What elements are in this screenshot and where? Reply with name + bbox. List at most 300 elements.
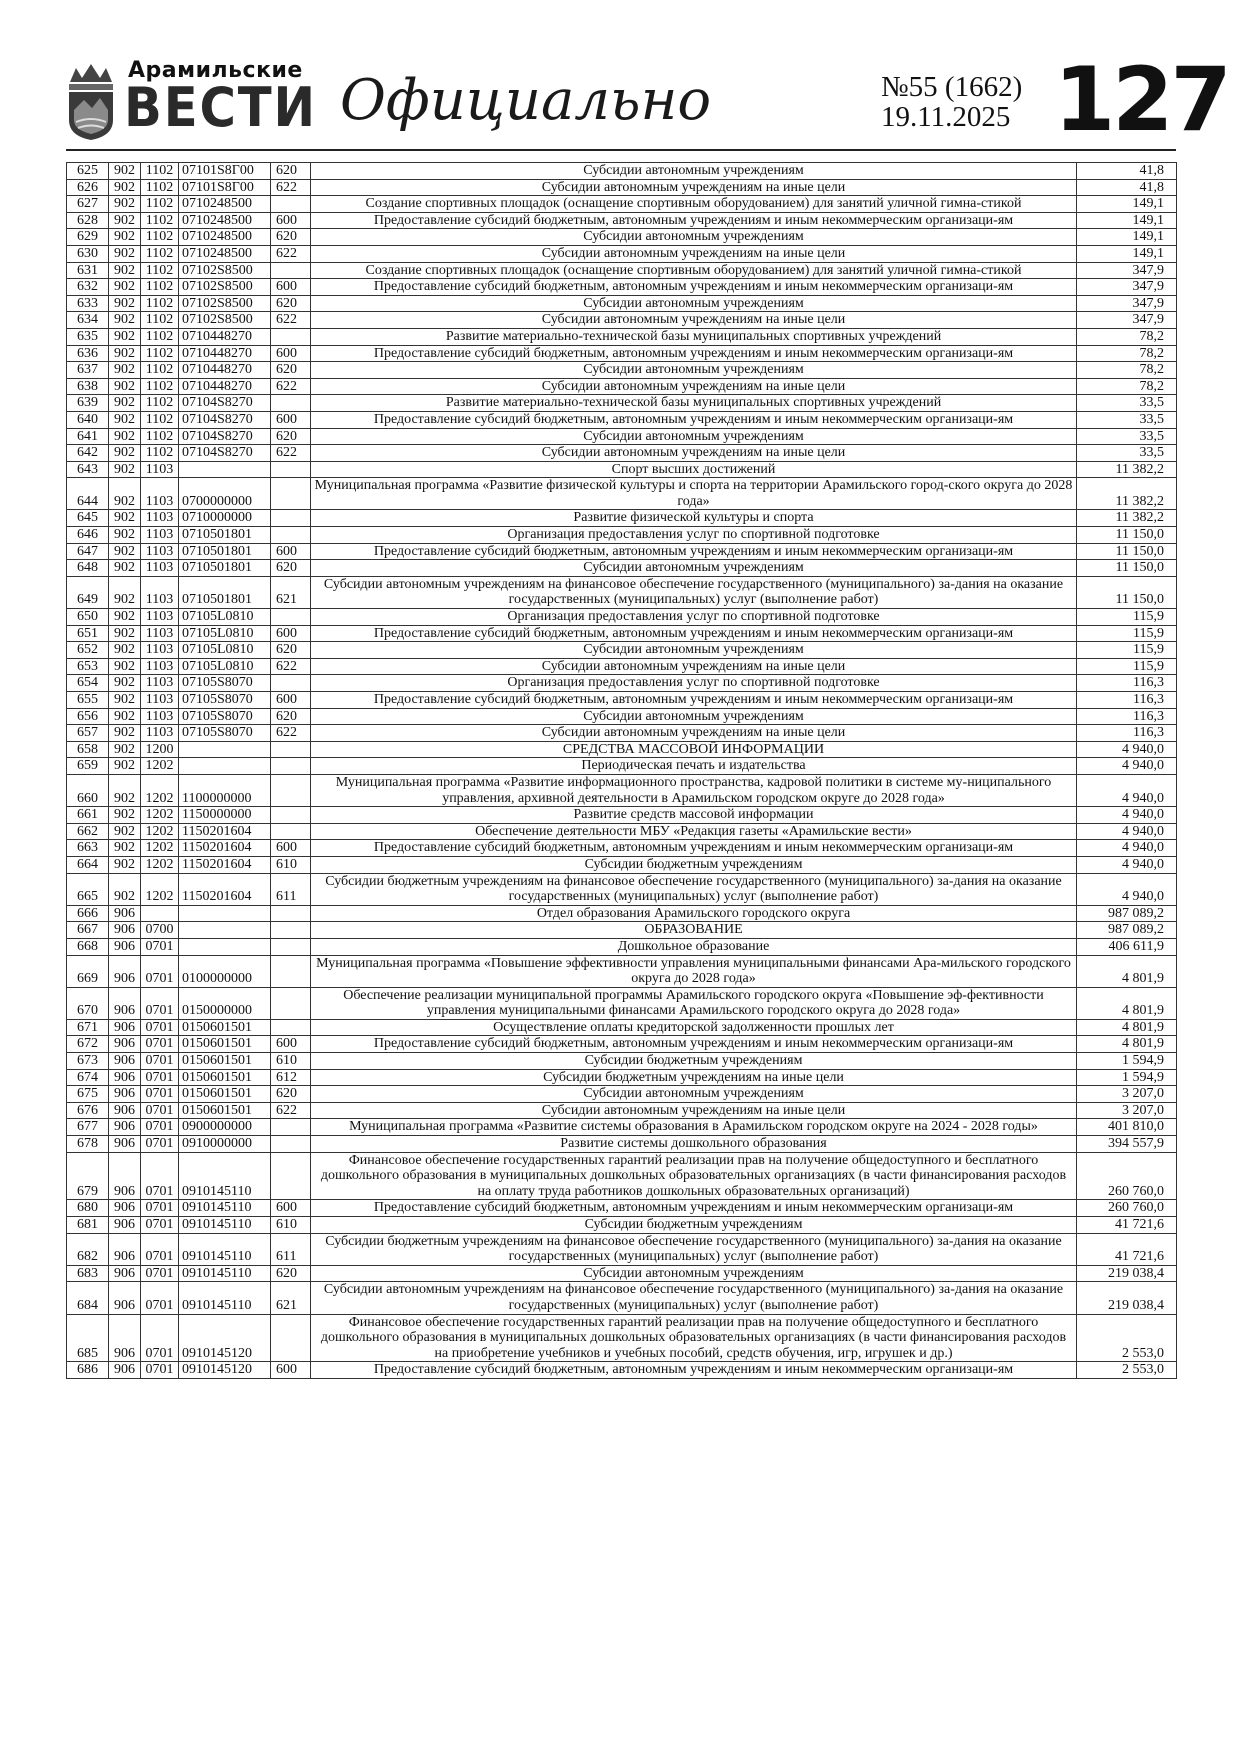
- admin-code: 902: [109, 411, 141, 428]
- table-row: [67, 609, 1177, 626]
- amount: 78,2: [1077, 362, 1177, 379]
- section-code: 0701: [141, 1265, 179, 1282]
- expense-type: 611: [271, 873, 311, 905]
- target-code: 1150201604: [179, 856, 271, 873]
- admin-code: 902: [109, 708, 141, 725]
- admin-code: 906: [109, 905, 141, 922]
- admin-code: 906: [109, 955, 141, 987]
- admin-code: 902: [109, 510, 141, 527]
- amount: 33,5: [1077, 395, 1177, 412]
- table-row: [67, 279, 1177, 296]
- section-code: 1103: [141, 576, 179, 608]
- table-row: [67, 1314, 1177, 1362]
- target-code: 0710501801: [179, 576, 271, 608]
- target-code: [179, 741, 271, 758]
- admin-code: 902: [109, 543, 141, 560]
- expense-type: [271, 1314, 311, 1362]
- item-name: Субсидии автономным учреждениям на иные цели: [311, 1102, 1077, 1119]
- section-code: 1102: [141, 229, 179, 246]
- row-number: 640: [67, 411, 109, 428]
- target-code: 0910145110: [179, 1217, 271, 1234]
- amount: 347,9: [1077, 295, 1177, 312]
- admin-code: 902: [109, 758, 141, 775]
- item-name: Субсидии бюджетным учреждениям: [311, 1217, 1077, 1234]
- row-number: 626: [67, 179, 109, 196]
- table-row: [67, 378, 1177, 395]
- section-code: 0701: [141, 1053, 179, 1070]
- section-code: 0701: [141, 1119, 179, 1136]
- admin-code: 906: [109, 1362, 141, 1379]
- row-number: 652: [67, 642, 109, 659]
- expense-type: [271, 262, 311, 279]
- amount: 4 940,0: [1077, 741, 1177, 758]
- table-row: [67, 741, 1177, 758]
- expense-type: 621: [271, 576, 311, 608]
- table-row: [67, 1119, 1177, 1136]
- admin-code: 902: [109, 642, 141, 659]
- row-number: 639: [67, 395, 109, 412]
- section-code: 1102: [141, 345, 179, 362]
- expense-type: 622: [271, 378, 311, 395]
- target-code: 0710448270: [179, 345, 271, 362]
- amount: 4 801,9: [1077, 1036, 1177, 1053]
- amount: 41,8: [1077, 179, 1177, 196]
- table-row: [67, 692, 1177, 709]
- section-title: Официально: [340, 68, 712, 133]
- row-number: 661: [67, 807, 109, 824]
- admin-code: 906: [109, 1069, 141, 1086]
- target-code: 0910145110: [179, 1200, 271, 1217]
- item-name: Муниципальная программа «Развитие физической культуры и спорта на территории Арамильского город-ского округа до 2028 года»: [311, 478, 1077, 510]
- expense-type: 622: [271, 445, 311, 462]
- row-number: 682: [67, 1233, 109, 1265]
- section-code: 1102: [141, 262, 179, 279]
- budget-table-body: [67, 163, 1177, 1379]
- issue-date: 19.11.2025: [881, 101, 1011, 133]
- row-number: 684: [67, 1282, 109, 1314]
- expense-type: 620: [271, 428, 311, 445]
- amount: 4 940,0: [1077, 840, 1177, 857]
- section-code: 1103: [141, 560, 179, 577]
- target-code: 0150601501: [179, 1069, 271, 1086]
- item-name: Субсидии автономным учреждениям: [311, 163, 1077, 180]
- expense-type: [271, 987, 311, 1019]
- section-code: 1103: [141, 725, 179, 742]
- row-number: 659: [67, 758, 109, 775]
- section-code: 1102: [141, 378, 179, 395]
- table-row: [67, 395, 1177, 412]
- section-code: 0701: [141, 955, 179, 987]
- item-name: СРЕДСТВА МАССОВОЙ ИНФОРМАЦИИ: [311, 741, 1077, 758]
- item-name: Обеспечение деятельности МБУ «Редакция газеты «Арамильские вести»: [311, 823, 1077, 840]
- section-code: 1102: [141, 245, 179, 262]
- table-row: [67, 345, 1177, 362]
- section-code: 1202: [141, 758, 179, 775]
- target-code: 0910145110: [179, 1233, 271, 1265]
- section-code: 1202: [141, 873, 179, 905]
- target-code: 0710248500: [179, 196, 271, 213]
- expense-type: [271, 905, 311, 922]
- expense-type: [271, 1152, 311, 1200]
- section-code: 1102: [141, 362, 179, 379]
- row-number: 655: [67, 692, 109, 709]
- amount: 149,1: [1077, 229, 1177, 246]
- row-number: 663: [67, 840, 109, 857]
- target-code: 0900000000: [179, 1119, 271, 1136]
- section-code: 1202: [141, 774, 179, 806]
- admin-code: 902: [109, 478, 141, 510]
- target-code: 1150201604: [179, 823, 271, 840]
- amount: 347,9: [1077, 279, 1177, 296]
- amount: 116,3: [1077, 725, 1177, 742]
- table-row: [67, 708, 1177, 725]
- item-name: Субсидии бюджетным учреждениям: [311, 1053, 1077, 1070]
- item-name: Предоставление субсидий бюджетным, автономным учреждениям и иным некоммерческим организаци-ям: [311, 279, 1077, 296]
- item-name: Субсидии автономным учреждениям на иные цели: [311, 725, 1077, 742]
- item-name: Субсидии бюджетным учреждениям на иные цели: [311, 1069, 1077, 1086]
- expense-type: [271, 955, 311, 987]
- expense-type: 622: [271, 725, 311, 742]
- amount: 3 207,0: [1077, 1086, 1177, 1103]
- row-number: 638: [67, 378, 109, 395]
- target-code: 07105S8070: [179, 725, 271, 742]
- table-row: [67, 856, 1177, 873]
- expense-type: 600: [271, 279, 311, 296]
- section-code: 1103: [141, 478, 179, 510]
- expense-type: 600: [271, 411, 311, 428]
- amount: 2 553,0: [1077, 1314, 1177, 1362]
- item-name: Предоставление субсидий бюджетным, автономным учреждениям и иным некоммерческим организаци-ям: [311, 345, 1077, 362]
- admin-code: 906: [109, 922, 141, 939]
- expense-type: 600: [271, 840, 311, 857]
- expense-type: [271, 774, 311, 806]
- row-number: 664: [67, 856, 109, 873]
- table-row: [67, 625, 1177, 642]
- item-name: Предоставление субсидий бюджетным, автономным учреждениям и иным некоммерческим организаци-ям: [311, 692, 1077, 709]
- expense-type: 620: [271, 163, 311, 180]
- row-number: 671: [67, 1019, 109, 1036]
- section-code: 1102: [141, 295, 179, 312]
- target-code: 0710248500: [179, 229, 271, 246]
- amount: 116,3: [1077, 708, 1177, 725]
- table-row: [67, 428, 1177, 445]
- target-code: 0710000000: [179, 510, 271, 527]
- admin-code: 902: [109, 445, 141, 462]
- expense-type: 620: [271, 708, 311, 725]
- target-code: 07101S8Г00: [179, 163, 271, 180]
- target-code: 07104S8270: [179, 395, 271, 412]
- table-row: [67, 823, 1177, 840]
- target-code: 0910145110: [179, 1265, 271, 1282]
- section-code: 1103: [141, 543, 179, 560]
- row-number: 635: [67, 328, 109, 345]
- amount: 11 150,0: [1077, 576, 1177, 608]
- expense-type: [271, 395, 311, 412]
- row-number: 685: [67, 1314, 109, 1362]
- amount: 401 810,0: [1077, 1119, 1177, 1136]
- section-code: 1102: [141, 196, 179, 213]
- section-code: 1103: [141, 609, 179, 626]
- table-row: [67, 328, 1177, 345]
- target-code: [179, 922, 271, 939]
- target-code: 0150000000: [179, 987, 271, 1019]
- masthead-title: ВЕСТИ: [124, 76, 317, 139]
- item-name: Предоставление субсидий бюджетным, автономным учреждениям и иным некоммерческим организаци-ям: [311, 1036, 1077, 1053]
- expense-type: 610: [271, 1217, 311, 1234]
- amount: 33,5: [1077, 411, 1177, 428]
- row-number: 680: [67, 1200, 109, 1217]
- item-name: Организация предоставления услуг по спортивной подготовке: [311, 609, 1077, 626]
- row-number: 644: [67, 478, 109, 510]
- amount: 394 557,9: [1077, 1136, 1177, 1153]
- target-code: 0910145110: [179, 1152, 271, 1200]
- expense-type: 600: [271, 625, 311, 642]
- table-row: [67, 675, 1177, 692]
- amount: 11 150,0: [1077, 543, 1177, 560]
- expense-type: [271, 328, 311, 345]
- section-code: 0701: [141, 1314, 179, 1362]
- item-name: Предоставление субсидий бюджетным, автономным учреждениям и иным некоммерческим организаци-ям: [311, 625, 1077, 642]
- admin-code: 906: [109, 1233, 141, 1265]
- item-name: Муниципальная программа «Развитие системы образования в Арамильском городском округе на 2024 - 2028 годы»: [311, 1119, 1077, 1136]
- admin-code: 906: [109, 1152, 141, 1200]
- item-name: Субсидии бюджетным учреждениям: [311, 856, 1077, 873]
- row-number: 646: [67, 527, 109, 544]
- target-code: 1150201604: [179, 873, 271, 905]
- item-name: Финансовое обеспечение государственных гарантий реализации прав на получение общедоступного и бесплатного дошкольного образования в муниципальных дошкольных образовательных организациях (в части финансирования расходов на приобретение учебников и учебных пособий, средств обучения, игр, игрушек и др.): [311, 1314, 1077, 1362]
- target-code: [179, 461, 271, 478]
- section-code: 0701: [141, 1086, 179, 1103]
- section-code: 0701: [141, 1362, 179, 1379]
- expense-type: [271, 823, 311, 840]
- admin-code: 902: [109, 658, 141, 675]
- item-name: Субсидии автономным учреждениям: [311, 295, 1077, 312]
- target-code: 07105L0810: [179, 625, 271, 642]
- target-code: 1100000000: [179, 774, 271, 806]
- target-code: 1150201604: [179, 840, 271, 857]
- amount: 4 940,0: [1077, 807, 1177, 824]
- amount: 406 611,9: [1077, 938, 1177, 955]
- expense-type: 620: [271, 1265, 311, 1282]
- item-name: Субсидии автономным учреждениям: [311, 708, 1077, 725]
- expense-type: [271, 527, 311, 544]
- admin-code: 902: [109, 856, 141, 873]
- target-code: 0710501801: [179, 527, 271, 544]
- table-row: [67, 1233, 1177, 1265]
- item-name: Обеспечение реализации муниципальной программы Арамильского городского округа «Повышение эф-фективности управления муниципальными финансами Арамильского городского округа до 2028 года»: [311, 987, 1077, 1019]
- section-code: 1102: [141, 179, 179, 196]
- amount: 149,1: [1077, 245, 1177, 262]
- amount: 33,5: [1077, 428, 1177, 445]
- row-number: 658: [67, 741, 109, 758]
- row-number: 633: [67, 295, 109, 312]
- target-code: 07105S8070: [179, 708, 271, 725]
- target-code: 0150601501: [179, 1053, 271, 1070]
- target-code: [179, 905, 271, 922]
- table-row: [67, 1217, 1177, 1234]
- target-code: 07105S8070: [179, 692, 271, 709]
- amount: 115,9: [1077, 642, 1177, 659]
- item-name: Субсидии автономным учреждениям на иные цели: [311, 378, 1077, 395]
- item-name: Субсидии автономным учреждениям на иные цели: [311, 179, 1077, 196]
- amount: 11 150,0: [1077, 527, 1177, 544]
- target-code: 07105L0810: [179, 609, 271, 626]
- table-row: [67, 245, 1177, 262]
- row-number: 630: [67, 245, 109, 262]
- budget-table: [66, 162, 1177, 1379]
- table-row: [67, 445, 1177, 462]
- admin-code: 906: [109, 1053, 141, 1070]
- expense-type: [271, 478, 311, 510]
- table-row: [67, 179, 1177, 196]
- item-name: ОБРАЗОВАНИЕ: [311, 922, 1077, 939]
- table-row: [67, 543, 1177, 560]
- admin-code: 902: [109, 527, 141, 544]
- amount: 115,9: [1077, 625, 1177, 642]
- row-number: 634: [67, 312, 109, 329]
- amount: 4 801,9: [1077, 1019, 1177, 1036]
- table-row: [67, 922, 1177, 939]
- item-name: Развитие средств массовой информации: [311, 807, 1077, 824]
- expense-type: 600: [271, 345, 311, 362]
- table-row: [67, 1069, 1177, 1086]
- admin-code: 902: [109, 312, 141, 329]
- section-code: 0701: [141, 1019, 179, 1036]
- expense-type: 600: [271, 543, 311, 560]
- issue-number: №55 (1662): [881, 71, 1023, 103]
- row-number: 669: [67, 955, 109, 987]
- expense-type: [271, 461, 311, 478]
- admin-code: 902: [109, 229, 141, 246]
- table-row: [67, 758, 1177, 775]
- section-code: 1102: [141, 411, 179, 428]
- admin-code: 906: [109, 987, 141, 1019]
- admin-code: 902: [109, 461, 141, 478]
- item-name: Организация предоставления услуг по спортивной подготовке: [311, 675, 1077, 692]
- section-code: 1202: [141, 823, 179, 840]
- target-code: 0910145110: [179, 1282, 271, 1314]
- item-name: Создание спортивных площадок (оснащение спортивным оборудованием) для занятий уличной гимна-стикой: [311, 262, 1077, 279]
- row-number: 629: [67, 229, 109, 246]
- target-code: 07102S8500: [179, 279, 271, 296]
- item-name: Субсидии автономным учреждениям на иные цели: [311, 245, 1077, 262]
- expense-type: 620: [271, 229, 311, 246]
- item-name: Субсидии автономным учреждениям на иные цели: [311, 312, 1077, 329]
- table-row: [67, 873, 1177, 905]
- amount: 11 382,2: [1077, 461, 1177, 478]
- row-number: 670: [67, 987, 109, 1019]
- admin-code: 906: [109, 1200, 141, 1217]
- section-code: 0701: [141, 1036, 179, 1053]
- target-code: 07102S8500: [179, 312, 271, 329]
- header-divider: [66, 149, 1176, 151]
- table-row: [67, 411, 1177, 428]
- admin-code: 902: [109, 279, 141, 296]
- row-number: 649: [67, 576, 109, 608]
- row-number: 662: [67, 823, 109, 840]
- admin-code: 906: [109, 1102, 141, 1119]
- item-name: Субсидии бюджетным учреждениям на финансовое обеспечение государственного (муниципального) за-дания на оказание государственных (муниципальных) услуг (выполнение работ): [311, 873, 1077, 905]
- section-code: 0701: [141, 1102, 179, 1119]
- expense-type: 620: [271, 560, 311, 577]
- item-name: Дошкольное образование: [311, 938, 1077, 955]
- item-name: Организация предоставления услуг по спортивной подготовке: [311, 527, 1077, 544]
- row-number: 678: [67, 1136, 109, 1153]
- section-code: 0700: [141, 922, 179, 939]
- admin-code: 902: [109, 196, 141, 213]
- expense-type: 600: [271, 1036, 311, 1053]
- expense-type: 620: [271, 295, 311, 312]
- item-name: Предоставление субсидий бюджетным, автономным учреждениям и иным некоммерческим организаци-ям: [311, 1200, 1077, 1217]
- admin-code: 906: [109, 938, 141, 955]
- admin-code: 902: [109, 560, 141, 577]
- item-name: Субсидии автономным учреждениям: [311, 1086, 1077, 1103]
- table-row: [67, 807, 1177, 824]
- item-name: Субсидии автономным учреждениям: [311, 560, 1077, 577]
- amount: 219 038,4: [1077, 1265, 1177, 1282]
- admin-code: 902: [109, 609, 141, 626]
- section-code: 0701: [141, 938, 179, 955]
- admin-code: 902: [109, 807, 141, 824]
- table-row: [67, 1282, 1177, 1314]
- row-number: 672: [67, 1036, 109, 1053]
- amount: 41,8: [1077, 163, 1177, 180]
- section-code: [141, 905, 179, 922]
- expense-type: [271, 510, 311, 527]
- row-number: 637: [67, 362, 109, 379]
- row-number: 674: [67, 1069, 109, 1086]
- item-name: Предоставление субсидий бюджетным, автономным учреждениям и иным некоммерческим организаци-ям: [311, 212, 1077, 229]
- row-number: 686: [67, 1362, 109, 1379]
- section-code: 0701: [141, 1233, 179, 1265]
- target-code: 07101S8Г00: [179, 179, 271, 196]
- amount: 4 940,0: [1077, 758, 1177, 775]
- section-code: 0701: [141, 987, 179, 1019]
- amount: 149,1: [1077, 196, 1177, 213]
- item-name: Субсидии автономным учреждениям: [311, 362, 1077, 379]
- expense-type: 622: [271, 1102, 311, 1119]
- section-code: 1200: [141, 741, 179, 758]
- row-number: 628: [67, 212, 109, 229]
- expense-type: 621: [271, 1282, 311, 1314]
- amount: 260 760,0: [1077, 1152, 1177, 1200]
- item-name: Отдел образования Арамильского городского округа: [311, 905, 1077, 922]
- table-row: [67, 212, 1177, 229]
- item-name: Предоставление субсидий бюджетным, автономным учреждениям и иным некоммерческим организаци-ям: [311, 411, 1077, 428]
- admin-code: 902: [109, 692, 141, 709]
- expense-type: 622: [271, 179, 311, 196]
- amount: 115,9: [1077, 609, 1177, 626]
- target-code: 0710248500: [179, 245, 271, 262]
- page-number: 127: [1054, 48, 1229, 151]
- section-code: 1103: [141, 510, 179, 527]
- admin-code: 906: [109, 1314, 141, 1362]
- expense-type: 612: [271, 1069, 311, 1086]
- item-name: Субсидии автономным учреждениям: [311, 642, 1077, 659]
- item-name: Субсидии автономным учреждениям на финансовое обеспечение государственного (муниципального) за-дания на оказание государственных (муниципальных) услуг (выполнение работ): [311, 576, 1077, 608]
- table-row: [67, 560, 1177, 577]
- target-code: 0710448270: [179, 378, 271, 395]
- amount: 347,9: [1077, 262, 1177, 279]
- amount: 260 760,0: [1077, 1200, 1177, 1217]
- row-number: 675: [67, 1086, 109, 1103]
- section-code: 0701: [141, 1200, 179, 1217]
- target-code: 07102S8500: [179, 295, 271, 312]
- table-row: [67, 1036, 1177, 1053]
- row-number: 666: [67, 905, 109, 922]
- section-code: 1202: [141, 807, 179, 824]
- table-row: [67, 1152, 1177, 1200]
